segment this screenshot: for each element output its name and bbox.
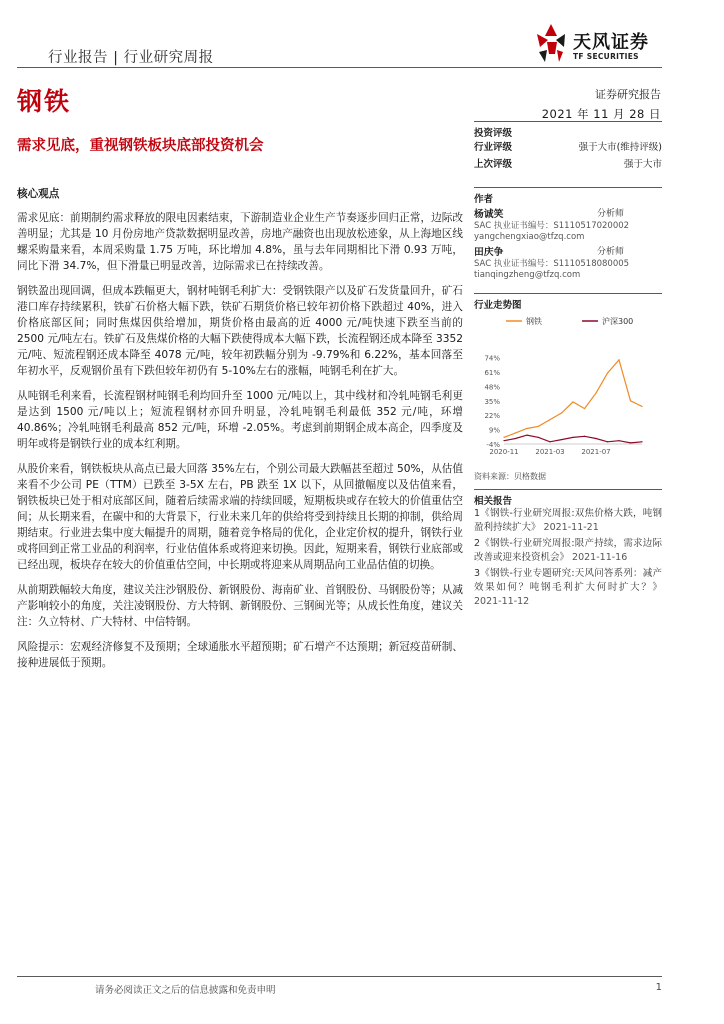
related-date: 2021-11-16 [572,552,628,563]
analyst-role: 分析师 [596,209,624,219]
header-divider [17,67,662,68]
company-logo [533,20,663,68]
paragraph-valuation: 从股价来看，钢铁板块从高点已最大回落 35%左右，个别公司最大跌幅甚至超过 50%，从估值来看不少公司 PE（TTM）已跌至 3-5X 左右，PB 跌至 1X 以下，从回撤幅度以及估值来看，钢铁板块已处于相对底部区间，随着后续需求端的持续回暖，短期板块或存在较大的价值重估空间；从长期来看，在碳中和的大背景下，行业未来几年的供给将受到持续且长期的抑制，供给周期结束。行业进去集中度大幅提升的周期，随着竞争格局的优化，企业定价权的提升，钢铁行业或将回到正常工业品的利润率，行业估值体系或将迎来切换。因此，短期来看，钢铁行业底部或已经出现，板块存在较大的价值重估空间，中长期或将迎来从周期品向工业品估值的切换。 [17,463,463,571]
industry-title: 钢铁 [17,87,72,116]
data-point [584,408,585,409]
logo-text-en: TF SECURITIES [573,52,639,61]
data-point [572,437,573,438]
related-title[interactable]: 2《钢铁-行业研究周报:限产持续，需求边际改善或迎来投资机会》 [474,538,662,563]
related-item[interactable] [474,537,662,565]
data-point [515,432,516,433]
x-tick-label: 2021-03 [535,448,565,456]
data-point [641,441,642,442]
data-point [607,373,608,374]
related-title[interactable]: 3《钢铁-行业专题研究:天风问答系列：减产效果如何？吨钢毛利扩大何时扩大？》 [474,568,662,593]
y-tick-label: 48% [484,383,500,392]
data-point [595,392,596,393]
page-number: 1 [655,982,662,993]
related-heading: 相关报告 [474,489,662,507]
footer-divider [17,976,662,977]
data-point [595,438,596,439]
data-point [561,412,562,413]
data-point [607,441,608,442]
data-point [641,406,642,407]
series-line-hs300 [504,435,642,443]
data-point [572,401,573,402]
core-view-heading: 核心观点 [17,188,60,200]
trend-chart [474,311,662,469]
rating-heading: 投资评级 [474,121,662,139]
y-tick-label: 35% [484,397,500,406]
sidebar [474,121,662,611]
related-item[interactable] [474,567,662,609]
data-point [618,359,619,360]
data-point [549,419,550,420]
legend-label-0: 钢铁 [526,317,542,326]
x-tick-label: 2020-11 [489,448,519,456]
analyst-name: 杨诚笑 [474,209,504,220]
analyst-sac: SAC 执业证书编号：S1110518080005 [474,259,630,269]
rating-label: 行业评级 [474,142,513,153]
report-title: 需求见底，重视钢铁板块底部投资机会 [17,138,264,154]
tf-logo-icon [533,20,571,68]
data-point [526,435,527,436]
data-point [618,440,619,441]
paragraph-recommendation: 从前期跌幅较大角度，建议关注沙钢股份、新钢股份、海南矿业、首钢股份、马钢股份等；从减产影响较小的角度，关注凌钢股份、方大特钢、新钢股份、三钢闽光等；从成长性角度，建议关注：久立特材、广大特材、中信特钢。 [17,584,463,628]
report-type: 行业报告 | 行业研究周报 [48,50,214,66]
legend-label-1: 沪深300 [602,317,634,326]
analyst-role: 分析师 [596,247,624,257]
y-tick-label: 61% [484,369,500,378]
series-line-steel [504,360,642,438]
y-tick-label: 22% [484,412,500,421]
data-point [561,439,562,440]
related-title[interactable]: 1《钢铁-行业研究周报:双焦价格大跌，吨钢盈利持续扩大》 [474,508,662,533]
related-item[interactable] [474,507,662,535]
y-tick-label: 9% [488,426,500,435]
x-tick-label: 2021-07 [581,448,611,456]
y-tick-label: -4% [486,441,500,449]
paragraph-risk: 风险提示：宏观经济修复不及预期；全球通胀水平超预期；矿石增产不达预期；新冠疫苗研制、接种进展低于预期。 [17,641,463,669]
data-point [630,442,631,443]
report-date: 2021 年 11 月 28 日 [541,107,661,121]
rating-row [474,156,662,173]
analyst-card [474,246,662,281]
analyst-card [474,208,662,243]
data-point [549,441,550,442]
y-tick-label: 74% [484,354,500,363]
paragraph-demand: 需求见底：前期制约需求释放的限电因素结束，下游制造业企业生产节奏逐步回归正常，边际改善明显；尤其是 10 月份房地产贷款数据明显改善，房地产融资也出现放松迹象，从上海地区线螺采购量来看，本周采购量 1.75 万吨，环比增加 4.8%，虽与去年同期相比下滑 0.93 万吨，同比下滑 34.7%，但下滑量已明显改善，边际需求已在持续改善。 [17,212,463,272]
report-label: 证券研究报告 [595,88,661,101]
analyst-sac: SAC 执业证书编号：S1110517020002 [474,221,630,231]
trend-chart-svg [474,311,662,469]
analyst-email[interactable]: tianqingzheng@tfzq.com [474,270,581,280]
data-point [503,437,504,438]
paragraph-cost: 钢铁盈出现回调，但成本跌幅更大，钢材吨钢毛利扩大：受钢铁限产以及矿石发货量回升，矿石港口库存持续累积，铁矿石价格大幅下跌，铁矿石期货价格已较年初价格下跌超过 40%，进入价格底部区间；同时焦煤因供给增加，期货价格由最高的近 4000 元/吨快速下跌至当前的 2500 元/吨左右。铁矿石及焦煤价格的大幅下跌使得成本大幅下跌，长流程钢还成本降至 3352 元/吨、短流程钢还成本降至 4078 元/吨，较年初跌幅分别为 -9.79%和 6.22%，基本回落至年初水平，反观钢价虽有下跌但较年初仍有 5-10%左右的涨幅，吨钢毛利在扩大。 [17,285,463,377]
related-list [474,507,662,609]
trend-heading: 行业走势图 [474,293,662,311]
rating-value: 强于大市(维持评级) [578,142,662,153]
logo-text-cn: 天风证券 [573,32,649,53]
main-content [17,186,463,680]
data-point [630,400,631,401]
related-date: 2021-11-12 [474,596,530,607]
data-point [538,426,539,427]
data-point [503,440,504,441]
data-point [538,437,539,438]
disclaimer-note: 请务必阅读正文之后的信息披露和免责申明 [95,985,276,996]
rating-row [474,139,662,156]
data-point [515,438,516,439]
analyst-name: 田庆争 [474,247,504,258]
related-date: 2021-11-21 [543,522,599,533]
data-point [584,436,585,437]
data-point [526,428,527,429]
analyst-email[interactable]: yangchengxiao@tfzq.com [474,232,585,242]
rating-label: 上次评级 [474,159,513,170]
author-heading: 作者 [474,187,662,205]
rating-value: 强于大市 [623,159,662,170]
chart-source: 资料来源：贝格数据 [474,472,546,481]
paragraph-margin: 从吨钢毛利来看，长流程钢材吨钢毛利均回升至 1000 元/吨以上，其中线材和冷轧吨钢毛利更是达到 1500 元/吨以上；短流程钢材亦回升明显，冷轧吨钢毛利最低 352 元/吨，环增 40.86%；冷轧吨钢毛利最高 852 元/吨，环增 -2.05%。考虑到前期钢企成本高企，四季度及明年或将是钢铁行业的成本红利期。 [17,390,463,450]
